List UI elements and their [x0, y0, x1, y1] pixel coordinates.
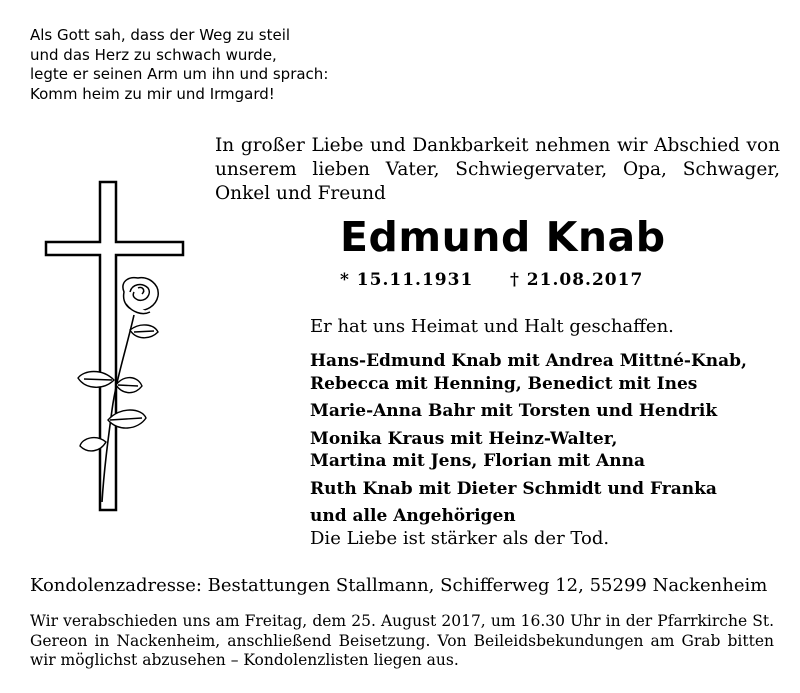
- funeral-info: Wir verabschieden uns am Freitag, dem 25. August 2017, um 16.30 Uhr in der Pfarrkirche St. Gereon in Nackenheim, anschließend Beisetzung. Von Beileidsbekundungen am Grab bitten wir möglichst abzusehen – Kondolenzlisten liegen aus.: [30, 612, 774, 669]
- birth-date: * 15.11.1931: [340, 270, 474, 290]
- intro-text: In großer Liebe und Dankbarkeit nehmen wir Abschied von unserem lieben Vater, Schwiegervater, Opa, Schwager, Onkel und Freund: [215, 135, 780, 204]
- mourner-line: Martina mit Jens, Florian mit Anna: [310, 451, 645, 471]
- mourner-line: Ruth Knab mit Dieter Schmidt und Franka: [310, 478, 717, 499]
- quote-bottom: Die Liebe ist stärker als der Tod.: [310, 528, 610, 549]
- mourner-group: [310, 400, 747, 423]
- mourner-line: Rebecca mit Henning, Benedict mit Ines: [310, 373, 698, 394]
- poem-line: legte er seinen Arm um ihn und sprach:: [30, 65, 329, 83]
- mourner-line: Monika Kraus mit Heinz-Walter,: [310, 428, 618, 449]
- quote-top: Er hat uns Heimat und Halt geschaffen.: [310, 316, 674, 337]
- death-date: † 21.08.2017: [510, 270, 644, 290]
- cross-with-rose-icon: [38, 180, 188, 540]
- mourner-group: [310, 478, 747, 501]
- poem: [30, 26, 328, 104]
- deceased-name: Edmund Knab: [340, 213, 666, 261]
- mourner-group: [310, 428, 747, 473]
- mourner-line: Hans-Edmund Knab mit Andrea Mittné-Knab,: [310, 351, 747, 371]
- mourners-list: [310, 350, 747, 533]
- mourner-line: und alle Angehörigen: [310, 506, 516, 526]
- mourner-group: [310, 505, 747, 528]
- poem-line: und das Herz zu schwach wurde,: [30, 45, 277, 64]
- condolence-address: Kondolenzadresse: Bestattungen Stallmann, Schifferweg 12, 55299 Nackenheim: [30, 575, 768, 596]
- mourner-group: [310, 350, 747, 395]
- poem-line: Als Gott sah, dass der Weg zu steil: [30, 26, 291, 44]
- mourner-line: Marie-Anna Bahr mit Torsten und Hendrik: [310, 401, 718, 421]
- poem-line: Komm heim zu mir und Irmgard!: [30, 84, 275, 103]
